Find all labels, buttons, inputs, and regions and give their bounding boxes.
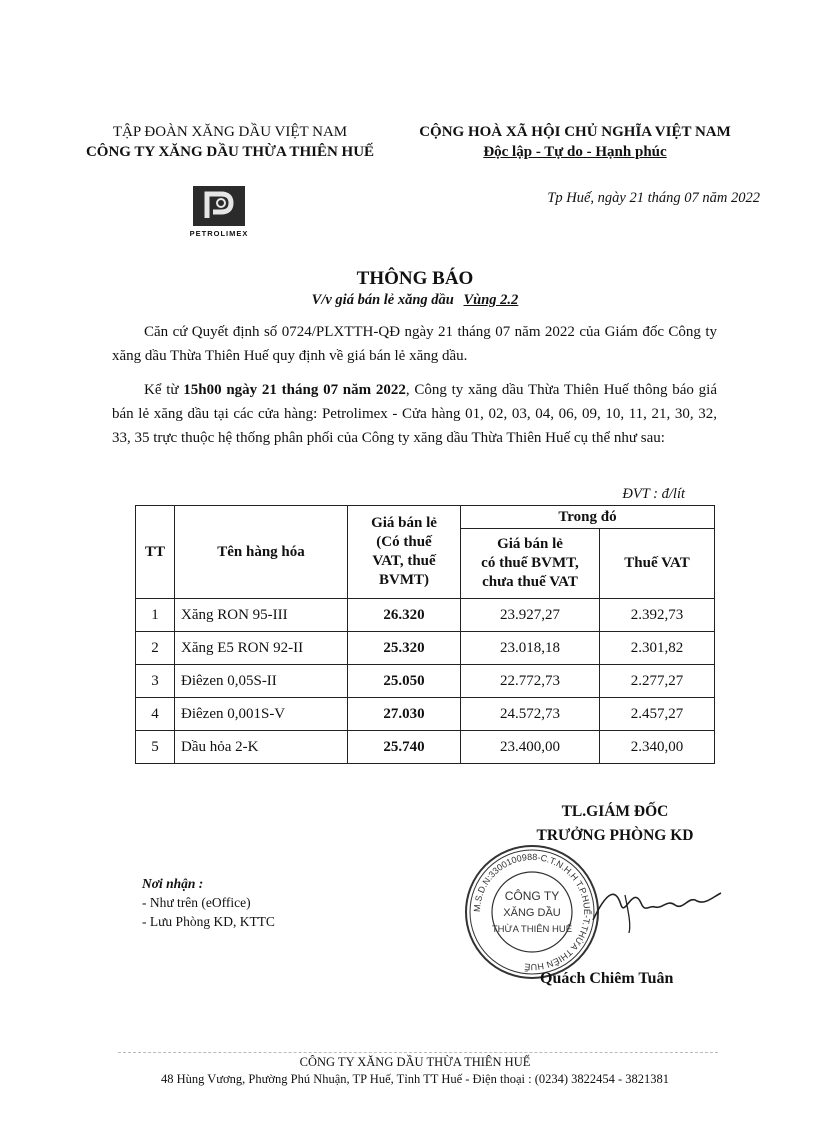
table-row bbox=[136, 665, 715, 698]
logo-text: PETROLIMEX bbox=[189, 229, 249, 238]
petrolimex-logo-icon bbox=[193, 186, 245, 226]
unit-label: ĐVT : đ/lít bbox=[622, 486, 685, 502]
header-tt: TT bbox=[136, 506, 175, 599]
parent-org: TẬP ĐOÀN XĂNG DẦU VIỆT NAM bbox=[112, 124, 348, 140]
row-retail-price: 25.740 bbox=[348, 731, 461, 764]
stamp-seal-icon bbox=[462, 842, 602, 982]
signer-name: Quách Chiêm Tuân bbox=[540, 970, 674, 987]
row-product-name: Điêzen 0,05S-II bbox=[175, 665, 348, 698]
table-row bbox=[136, 698, 715, 731]
company-stamp bbox=[462, 842, 602, 982]
header-net-line2: có thuế BVMT, bbox=[481, 555, 579, 571]
subtitle-prefix: V/v giá bán lẻ xăng dầu bbox=[311, 292, 454, 308]
row-retail-price: 26.320 bbox=[348, 599, 461, 632]
row-net-price: 23.018,18 bbox=[461, 632, 600, 665]
row-net-price: 23.400,00 bbox=[461, 731, 600, 764]
national-title: CỘNG HOÀ XÃ HỘI CHỦ NGHĨA VIỆT NAM bbox=[419, 124, 731, 140]
national-motto-block bbox=[405, 122, 745, 162]
recipient-item: - Lưu Phòng KD, KTTC bbox=[142, 914, 275, 929]
document-subtitle bbox=[0, 292, 830, 309]
recipients-block bbox=[142, 874, 442, 931]
header-net-line3: chưa thuế VAT bbox=[482, 574, 578, 590]
row-net-price: 22.772,73 bbox=[461, 665, 600, 698]
company-name: CÔNG TY XĂNG DẦU THỪA THIÊN HUẾ bbox=[85, 144, 375, 160]
header-retail-price bbox=[348, 506, 461, 599]
table-row bbox=[136, 599, 715, 632]
row-net-price: 24.572,73 bbox=[461, 698, 600, 731]
table-header-row bbox=[136, 506, 715, 529]
row-product-name: Xăng E5 RON 92-II bbox=[175, 632, 348, 665]
document-title: THÔNG BÁO bbox=[356, 268, 474, 289]
national-motto: Độc lập - Tự do - Hạnh phúc bbox=[483, 144, 667, 160]
petrolimex-logo bbox=[184, 186, 254, 238]
recipient-item: - Như trên (eOffice) bbox=[142, 895, 251, 910]
footer-address: 48 Hùng Vương, Phường Phú Nhuận, TP Huế, Tỉnh TT Huế - Điện thoại : (0234) 3822454 - 3821381 bbox=[160, 1072, 670, 1086]
svg-text:XĂNG DẦU: XĂNG DẦU bbox=[503, 907, 561, 919]
row-vat: 2.457,27 bbox=[600, 698, 715, 731]
row-vat: 2.340,00 bbox=[600, 731, 715, 764]
row-vat: 2.301,82 bbox=[600, 632, 715, 665]
header-net-line1: Giá bán lẻ bbox=[497, 536, 563, 552]
row-tt: 3 bbox=[136, 665, 175, 698]
paragraph-basis bbox=[112, 320, 717, 368]
row-vat: 2.392,73 bbox=[600, 599, 715, 632]
effective-time: 15h00 ngày 21 tháng 07 năm 2022 bbox=[183, 382, 406, 398]
header-price-line3: VAT, thuế bbox=[372, 553, 436, 569]
signature-title: TL.GIÁM ĐỐC bbox=[561, 803, 669, 820]
paragraph-basis-text: Căn cứ Quyết định số 0724/PLXTTH-QĐ ngày 21 tháng 07 năm 2022 của Giám đốc Công ty xăng dầu Thừa Thiên Huế quy định về giá bán lẻ xăng dầu. bbox=[112, 324, 717, 364]
row-tt: 5 bbox=[136, 731, 175, 764]
svg-text:THỪA THIÊN HUẾ: THỪA THIÊN HUẾ bbox=[491, 924, 573, 935]
paragraph-announcement bbox=[112, 378, 717, 450]
price-rows bbox=[136, 599, 715, 764]
row-retail-price: 25.050 bbox=[348, 665, 461, 698]
header-vat: Thuế VAT bbox=[600, 529, 715, 599]
signature-position: TRƯỞNG PHÒNG KD bbox=[536, 827, 694, 844]
footer-divider bbox=[118, 1052, 718, 1053]
header-breakdown: Trong đó bbox=[461, 506, 715, 529]
header-net-price bbox=[461, 529, 600, 599]
row-tt: 2 bbox=[136, 632, 175, 665]
recipients-label: Nơi nhận : bbox=[142, 876, 204, 891]
row-vat: 2.277,27 bbox=[600, 665, 715, 698]
row-product-name: Dầu hỏa 2-K bbox=[175, 731, 348, 764]
announcement-lead: Kể từ bbox=[144, 382, 179, 398]
row-net-price: 23.927,27 bbox=[461, 599, 600, 632]
footer-company: CÔNG TY XĂNG DẦU THỪA THIÊN HUẾ bbox=[299, 1055, 531, 1069]
header-price-line2: (Có thuế bbox=[376, 534, 432, 550]
table-row bbox=[136, 632, 715, 665]
row-product-name: Xăng RON 95-III bbox=[175, 599, 348, 632]
svg-text:M.S.D.N:3300100988-C.T.N.H.H T: M.S.D.N:3300100988-C.T.N.H.H T.P.HUẾ-T.THỪA THIÊN HUẾ bbox=[471, 851, 593, 973]
header-price-line4: BVMT) bbox=[379, 572, 429, 588]
row-tt: 1 bbox=[136, 599, 175, 632]
row-tt: 4 bbox=[136, 698, 175, 731]
row-retail-price: 25.320 bbox=[348, 632, 461, 665]
svg-text:CÔNG TY: CÔNG TY bbox=[504, 889, 560, 903]
handwritten-signature bbox=[585, 875, 725, 935]
header-product: Tên hàng hóa bbox=[175, 506, 348, 599]
signature-block bbox=[470, 800, 760, 848]
announcement-body: , Công ty xăng dầu Thừa Thiên Huế thông báo giá bán lẻ xăng dầu tại các cửa hàng: Petrolimex - Cửa hàng 01, 02, 03, 04, 06, 09, 10, 11, 21, 30, 32, 33, 35 trực thuộc hệ thống phân phối của Công ty xăng dầu Thừa Thiên Huế cụ thể như sau: bbox=[112, 382, 717, 446]
header-price-line1: Giá bán lẻ bbox=[371, 515, 437, 531]
issuer-block bbox=[60, 122, 400, 162]
issue-date: Tp Huế, ngày 21 tháng 07 năm 2022 bbox=[547, 190, 760, 206]
row-retail-price: 27.030 bbox=[348, 698, 461, 731]
subtitle-region: Vùng 2.2 bbox=[463, 292, 519, 308]
row-product-name: Điêzen 0,001S-V bbox=[175, 698, 348, 731]
table-row bbox=[136, 731, 715, 764]
footer bbox=[0, 1054, 830, 1088]
price-table bbox=[135, 505, 715, 764]
